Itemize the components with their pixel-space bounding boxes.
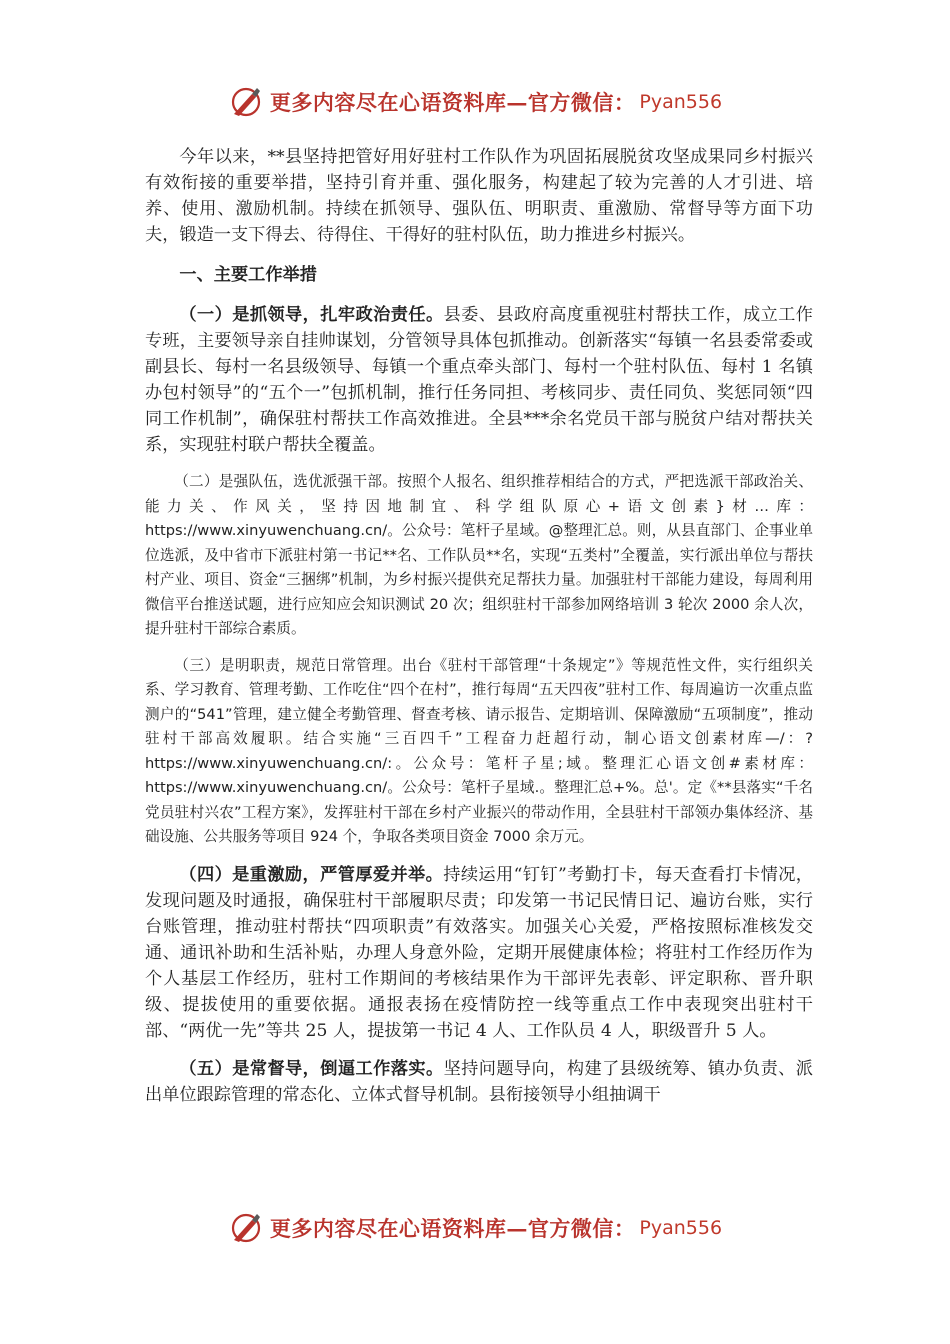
item-5-paragraph xyxy=(145,1056,813,1108)
item-2-paragraph: （二）是强队伍，选优派强干部。按照个人报名、组织推荐相结合的方式，严把选派干部政治关、能力关、作风关，坚持因地制宜、科学组队原心+语文创素}材…库：https://www.xinyuwenchuang.cn/。公众号：笔杆子星域。@整理汇总。则，从县直部门、企事业单位选派，及中省市下派驻村第一书记**名、工作队员**名，实现“五类村”全覆盖，实行派出单位与帮扶村产业、项目、资金“三捆绑”机制，为乡村振兴提供充足帮扶力量。加强驻村干部能力建设，每周利用微信平台推送试题，进行应知应会知识测试 20 次；组织驻村干部参加网络培训 3 轮次 2000 余人次，提升驻村干部综合素质。 xyxy=(145,473,813,637)
banner-wechat-id: Pyan556 xyxy=(639,1217,723,1239)
pen-logo-icon xyxy=(228,84,264,120)
item-4-lead: （四）是重激励，严管厚爱并举。 xyxy=(179,864,444,885)
document-body xyxy=(145,144,813,1108)
item-1-body: 县委、县政府高度重视驻村帮扶工作，成立工作专班，主要领导亲自挂帅谋划，分管领导具体包抓推动。创新落实“每镇一名县委常委或副县长、每村一名县级领导、每镇一个重点牵头部门、每村一个驻村队伍、每村 1 名镇办包村领导”的“五个一”包抓机制，推行任务同担、考核同步、责任同负、奖惩同领“四同工作机制”，确保驻村帮扶工作高效推进。全县***余名党员干部与脱贫户结对帮扶关系，实现驻村联户帮扶全覆盖。 xyxy=(145,305,813,455)
footer-banner xyxy=(0,1210,950,1246)
item-5-body: 坚持问题导向，构建了县级统筹、镇办负责、派出单位跟踪管理的常态化、立体式督导机制。县衔接领导小组抽调干 xyxy=(145,1058,813,1105)
header-banner xyxy=(0,84,950,120)
intro-paragraph: 今年以来，**县坚持把管好用好驻村工作队作为巩固拓展脱贫攻坚成果同乡村振兴有效衔接的重要举措，坚持引育并重、强化服务，构建起了较为完善的人才引进、培养、使用、激励机制。持续在抓领导、强队伍、明职责、重激励、常督导等方面下功夫，锻造一支下得去、待得住、干得好的驻村队伍，助力推进乡村振兴。 xyxy=(145,147,813,245)
section-heading: 一、主要工作举措 xyxy=(179,265,317,285)
banner-text: 更多内容尽在心语资料库—官方微信： xyxy=(269,90,636,115)
item-3-paragraph: （三）是明职责，规范日常管理。出台《驻村干部管理“十条规定”》等规范性文件，实行组织关系、学习教育、管理考勤、工作吃住“四个在村”，推行每周“五天四夜”驻村工作、每周遍访一次重点监测户的“541”管理，建立健全考勤管理、督查考核、请示报告、定期培训、保障激励“五项制度”，推动驻村干部高效履职。结合实施“三百四千”工程奋力赶超行动，制心语文创素材库—/：?https://www.xinyuwenchuang.cn/:。公众号：笔杆子星;域。整理汇心语文创#素材库：https://www.xinyuwenchuang.cn/。公众号：笔杆子星域.。整理汇总+%。总'。定《**县落实“千名党员驻村兴农”工程方案》，发挥驻村干部在乡村产业振兴的带动作用，全县驻村干部领办集体经济、基础设施、公共服务等项目 924 个，争取各类项目资金 7000 余万元。 xyxy=(145,656,813,845)
item-1-paragraph xyxy=(145,302,813,458)
item-1-lead: （一）是抓领导，扎牢政治责任。 xyxy=(179,305,444,325)
banner-text: 更多内容尽在心语资料库—官方微信： xyxy=(269,1216,636,1241)
item-4-paragraph xyxy=(145,862,813,1044)
pen-logo-icon xyxy=(228,1210,264,1246)
banner-wechat-id: Pyan556 xyxy=(639,91,723,113)
item-5-lead: （五）是常督导，倒逼工作落实。 xyxy=(179,1058,444,1079)
item-4-body: 持续运用“钉钉”考勤打卡，每天查看打卡情况，发现问题及时通报，确保驻村干部履职尽责；印发第一书记民情日记、遍访台账，实行台账管理，推动驻村帮扶“四项职责”有效落实。加强关心关爱，严格按照标准核发交通、通讯补助和生活补贴，办理人身意外险，定期开展健康体检；将驻村工作经历作为个人基层工作经历，驻村工作期间的考核结果作为干部评先表彰、评定职称、晋升职级、提拔使用的重要依据。通报表扬在疫情防控一线等重点工作中表现突出驻村干部、“两优一先”等共 25 人，提拔第一书记 4 人、工作队员 4 人，职级晋升 5 人。 xyxy=(145,864,813,1041)
